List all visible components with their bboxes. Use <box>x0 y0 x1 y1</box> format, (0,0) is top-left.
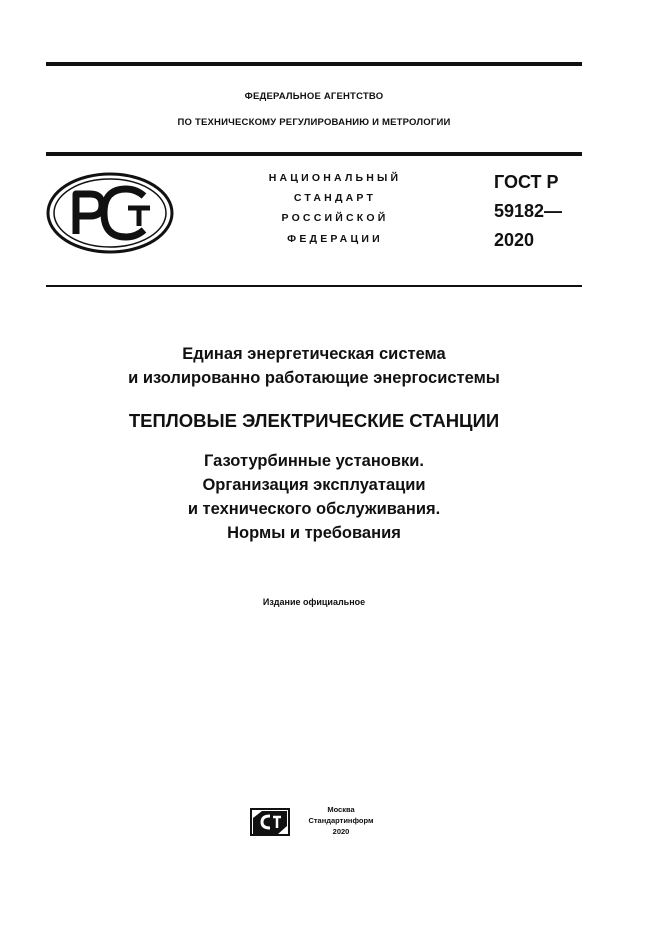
gost-r-logo-icon <box>46 172 174 254</box>
subtitle-line-1: Газотурбинные установки. <box>204 452 424 470</box>
subtitle-line-3: и технического обслуживания. <box>187 500 441 518</box>
standard-type-line-3: РОССИЙСКОЙ <box>281 212 389 224</box>
standard-type-line-2: СТАНДАРТ <box>293 192 377 204</box>
title-line-1: Единая энергетическая система <box>182 345 446 363</box>
standard-type-line-4: ФЕДЕРАЦИИ <box>287 233 383 245</box>
standard-designation-line-2: 59182— <box>494 201 563 221</box>
publisher-info <box>298 804 384 837</box>
subtitle-line-2: Организация эксплуатации <box>202 476 426 494</box>
publisher-year: 2020 <box>332 827 350 836</box>
agency-name-line-1: ФЕДЕРАЛЬНОЕ АГЕНТСТВО <box>244 91 384 102</box>
main-title: ТЕПЛОВЫЕ ЭЛЕКТРИЧЕСКИЕ СТАНЦИИ <box>128 410 500 431</box>
standartinform-logo-icon <box>250 808 290 836</box>
top-rule <box>46 62 582 66</box>
standard-type-line-1: НАЦИОНАЛЬНЫЙ <box>268 172 402 184</box>
title-line-2: и изолированно работающие энергосистемы <box>128 369 500 387</box>
middle-rule <box>46 152 582 156</box>
subtitle-line-4: Нормы и требования <box>227 524 401 542</box>
edition-label: Издание официальное <box>262 597 366 607</box>
bottom-rule <box>46 285 582 287</box>
publisher-name: Стандартинформ <box>308 816 374 825</box>
standard-designation-line-3: 2020 <box>494 230 535 250</box>
publisher-city: Москва <box>327 805 355 814</box>
standard-designation-line-1: ГОСТ Р <box>494 172 559 192</box>
agency-name-line-2: ПО ТЕХНИЧЕСКОМУ РЕГУЛИРОВАНИЮ И МЕТРОЛОГИИ <box>177 117 451 128</box>
